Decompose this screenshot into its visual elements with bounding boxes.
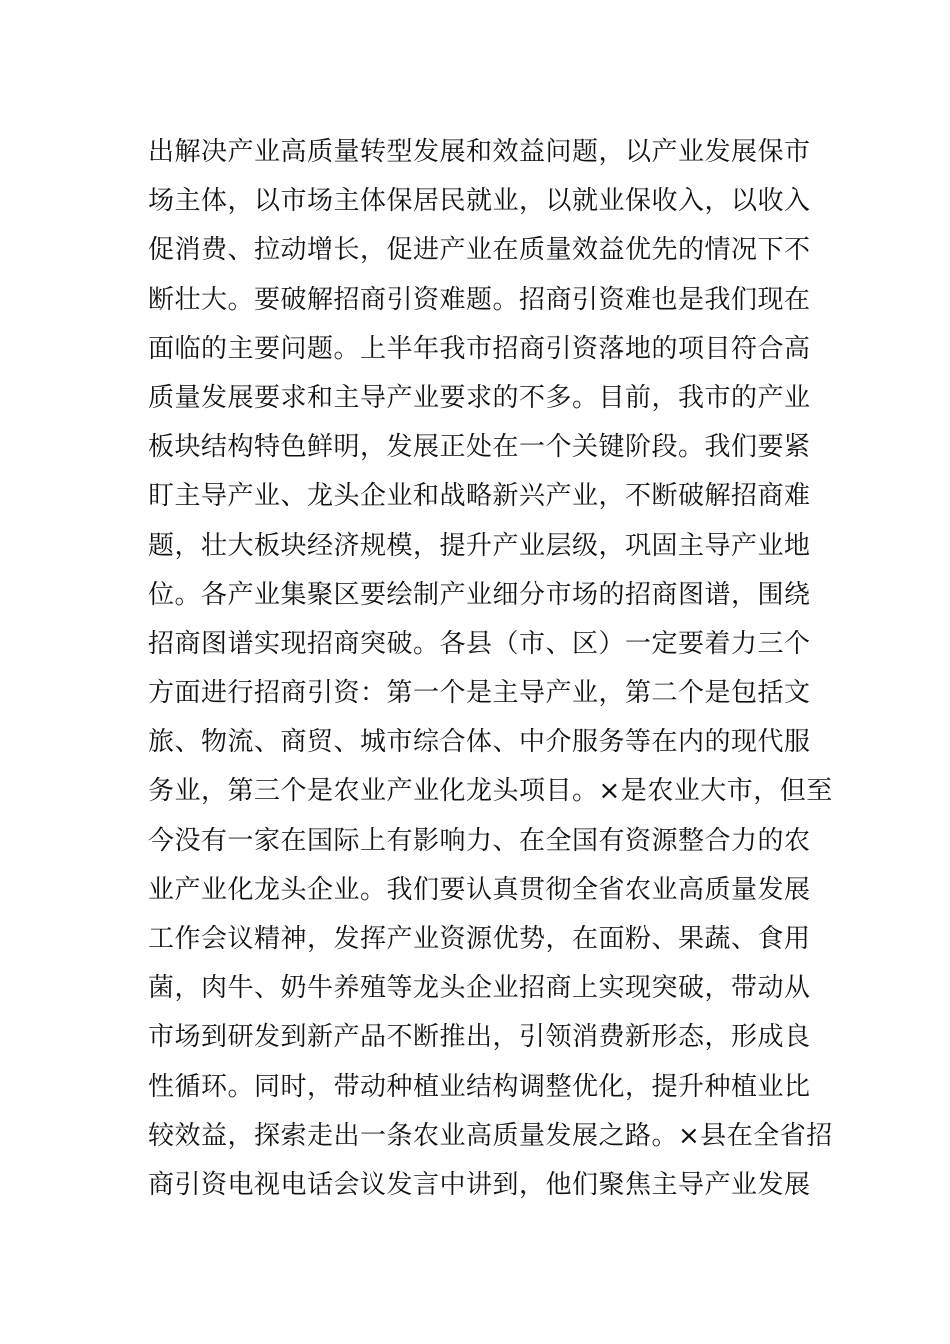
- text-line-15: 今没有一家在国际上有影响力、在全国有资源整合力的农: [148, 825, 811, 856]
- text-line-18: 菌，肉牛、奶牛养殖等龙头企业招商上实现突破，带动从: [148, 973, 811, 1004]
- text-line-17: 工作会议精神，发挥产业资源优势，在面粉、果蔬、食用: [148, 924, 811, 954]
- text-line-3: 促消费、拉动增长，促进产业在质量效益优先的情况下不: [148, 235, 811, 266]
- text-line-16: 业产业化龙头企业。我们要认真贯彻全省农业高质量发展: [148, 874, 811, 905]
- text-line-21: 较效益，探索走出一条农业高质量发展之路。×县在全省招: [148, 1120, 833, 1151]
- text-line-13: 旅、物流、商贸、城市综合体、中介服务等在内的现代服: [148, 727, 811, 758]
- text-line-10: 位。各产业集聚区要绘制产业细分市场的招商图谱，围绕: [148, 579, 811, 610]
- body-text: [148, 128, 833, 1210]
- text-line-22: 商引资电视电话会议发言中讲到，他们聚焦主导产业发展: [148, 1169, 811, 1200]
- text-line-5: 面临的主要问题。上半年我市招商引资落地的项目符合高: [148, 333, 811, 364]
- text-line-6: 质量发展要求和主导产业要求的不多。目前，我市的产业: [148, 382, 811, 413]
- text-line-4: 断壮大。要破解招商引资难题。招商引资难也是我们现在: [148, 284, 811, 315]
- text-line-1: 出解决产业高质量转型发展和效益问题，以产业发展保市: [148, 137, 811, 167]
- text-line-8: 盯主导产业、龙头企业和战略新兴产业，不断破解招商难: [148, 481, 811, 512]
- text-line-7: 板块结构特色鲜明，发展正处在一个关键阶段。我们要紧: [148, 432, 811, 463]
- text-line-12: 方面进行招商引资：第一个是主导产业，第二个是包括文: [148, 678, 811, 709]
- text-line-14: 务业，第三个是农业产业化龙头项目。×是农业大市，但至: [148, 776, 833, 807]
- text-line-20: 性循环。同时，带动种植业结构调整优化，提升种植业比: [148, 1071, 811, 1102]
- text-line-9: 题，壮大板块经济规模，提升产业层级，巩固主导产业地: [148, 530, 811, 561]
- text-line-19: 市场到研发到新产品不断推出，引领消费新形态，形成良: [148, 1022, 811, 1053]
- text-line-2: 场主体，以市场主体保居民就业，以就业保收入，以收入: [148, 186, 811, 217]
- text-line-11: 招商图谱实现招商突破。各县（市、区）一定要着力三个: [148, 628, 811, 659]
